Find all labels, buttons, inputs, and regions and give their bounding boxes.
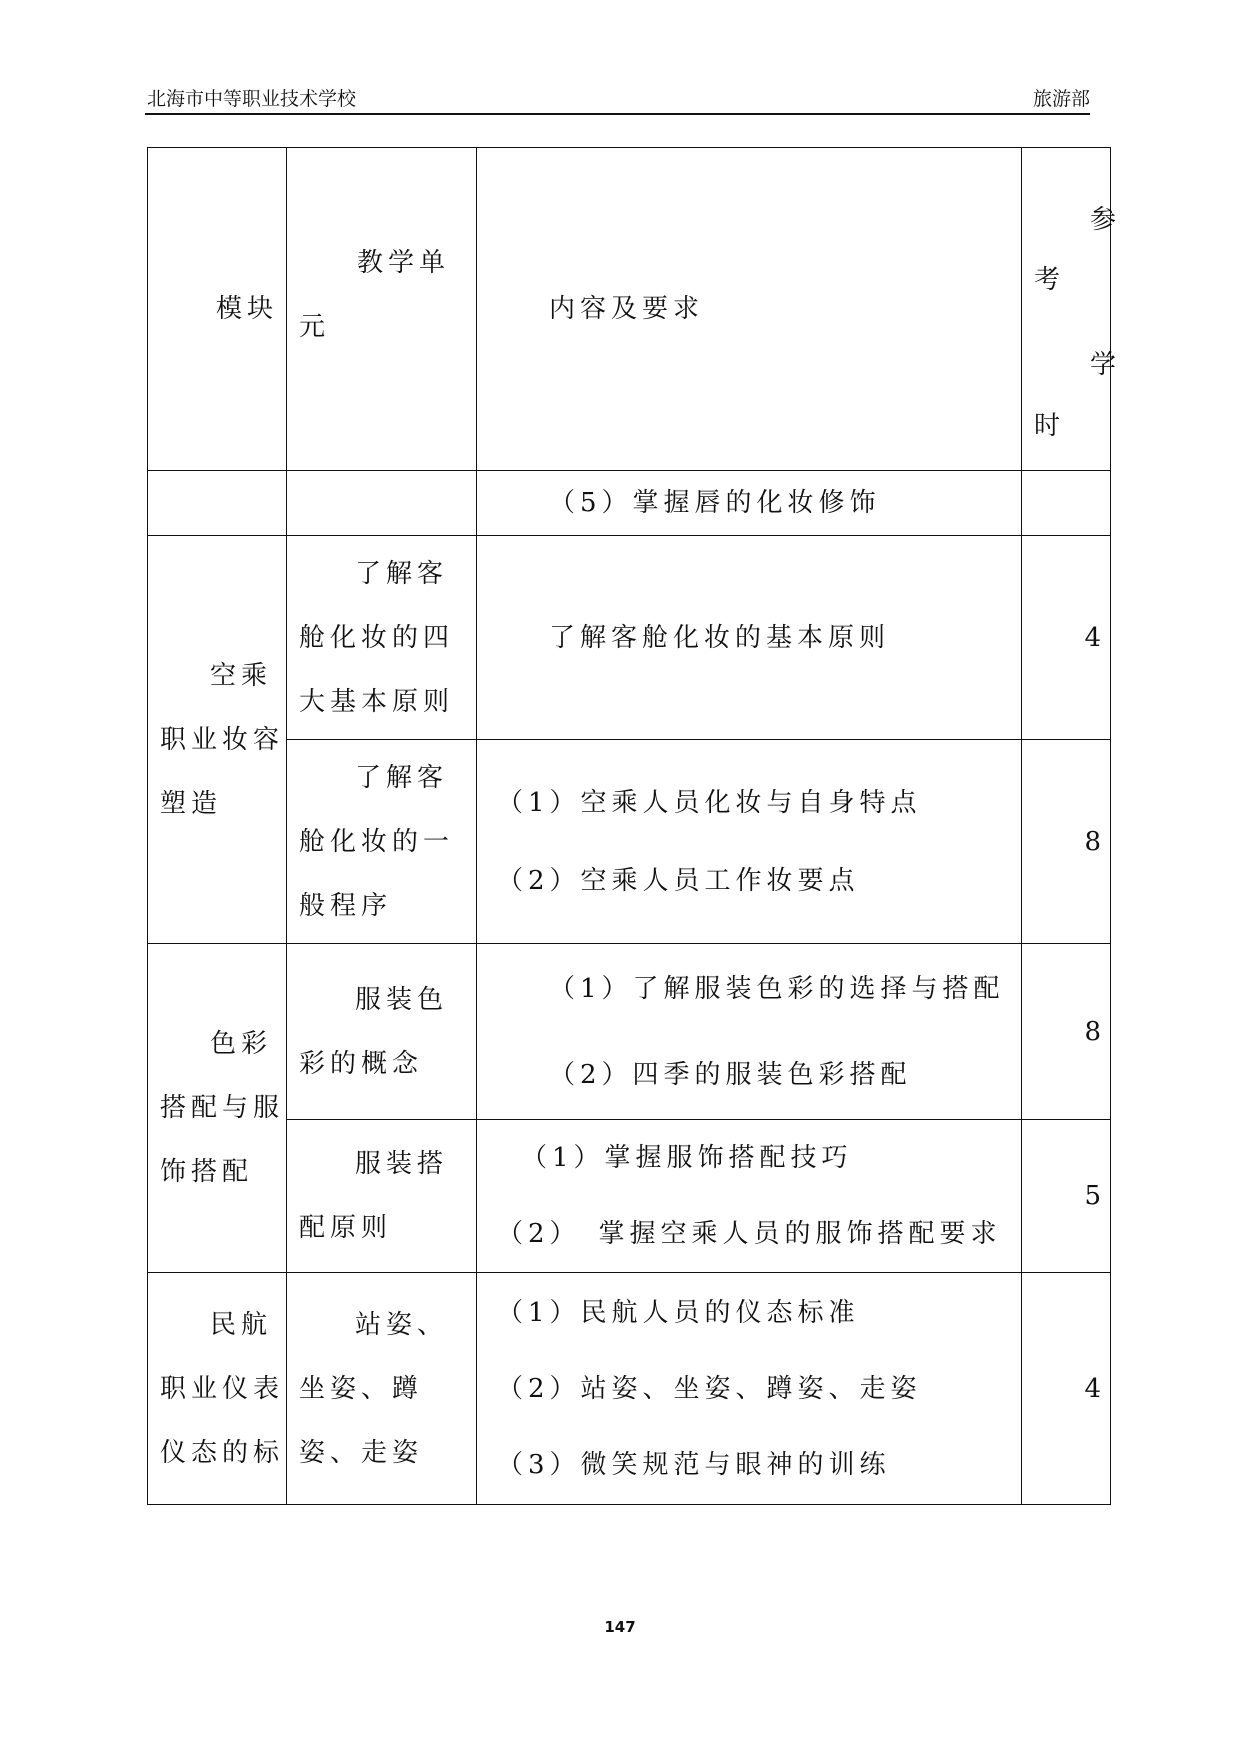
table-row	[148, 1120, 1111, 1273]
unit-cell: 站姿、 坐姿、蹲 姿、走姿	[287, 1273, 477, 1505]
page-number: 147	[604, 1618, 636, 1636]
module-cell: 色彩 搭配与服 饰搭配	[148, 944, 287, 1273]
hours-cell: 8	[1022, 740, 1111, 944]
col-header-content: 内容及要求	[477, 148, 1022, 471]
table-header-row	[148, 148, 1111, 471]
unit-cell	[287, 471, 477, 536]
table-row	[148, 536, 1111, 740]
hours-cell: 4	[1022, 536, 1111, 740]
hours-cell: 8	[1022, 944, 1111, 1120]
col-header-hours: 参 考 学 时	[1022, 148, 1111, 471]
unit-cell: 服装色 彩的概念	[287, 944, 477, 1120]
table-row	[148, 1273, 1111, 1505]
content-cell: （5）掌握唇的化妆修饰	[477, 471, 1022, 536]
table-row	[148, 471, 1111, 536]
content-cell: （1）空乘人员化妆与自身特点 （2）空乘人员工作妆要点	[477, 740, 1022, 944]
module-cell	[148, 471, 287, 536]
content-cell: 了解客舱化妆的基本原则	[477, 536, 1022, 740]
hours-cell	[1022, 471, 1111, 536]
header-department: 旅游部	[1032, 88, 1090, 110]
unit-cell: 了解客 舱化妆的一 般程序	[287, 740, 477, 944]
curriculum-table	[147, 147, 1122, 1505]
content-cell: （1）了解服装色彩的选择与搭配 （2）四季的服装色彩搭配	[477, 944, 1022, 1120]
hours-cell: 4	[1022, 1273, 1111, 1505]
col-header-unit: 教学单 元	[287, 148, 477, 471]
table-row	[148, 944, 1111, 1120]
unit-cell: 服装搭 配原则	[287, 1120, 477, 1273]
module-cell: 空乘 职业妆容 塑造	[148, 536, 287, 944]
header-rule	[145, 113, 1090, 115]
content-cell: （1）掌握服饰搭配技巧 （2） 掌握空乘人员的服饰搭配要求	[477, 1120, 1022, 1273]
hours-cell: 5	[1022, 1120, 1111, 1273]
table-row	[148, 740, 1111, 944]
unit-cell: 了解客 舱化妆的四 大基本原则	[287, 536, 477, 740]
module-cell: 民航 职业仪表 仪态的标	[148, 1273, 287, 1505]
col-header-module: 模块	[148, 148, 287, 471]
header-school: 北海市中等职业技术学校	[147, 88, 357, 110]
content-cell: （1）民航人员的仪态标准 （2）站姿、坐姿、蹲姿、走姿 （3）微笑规范与眼神的训练	[477, 1273, 1022, 1505]
